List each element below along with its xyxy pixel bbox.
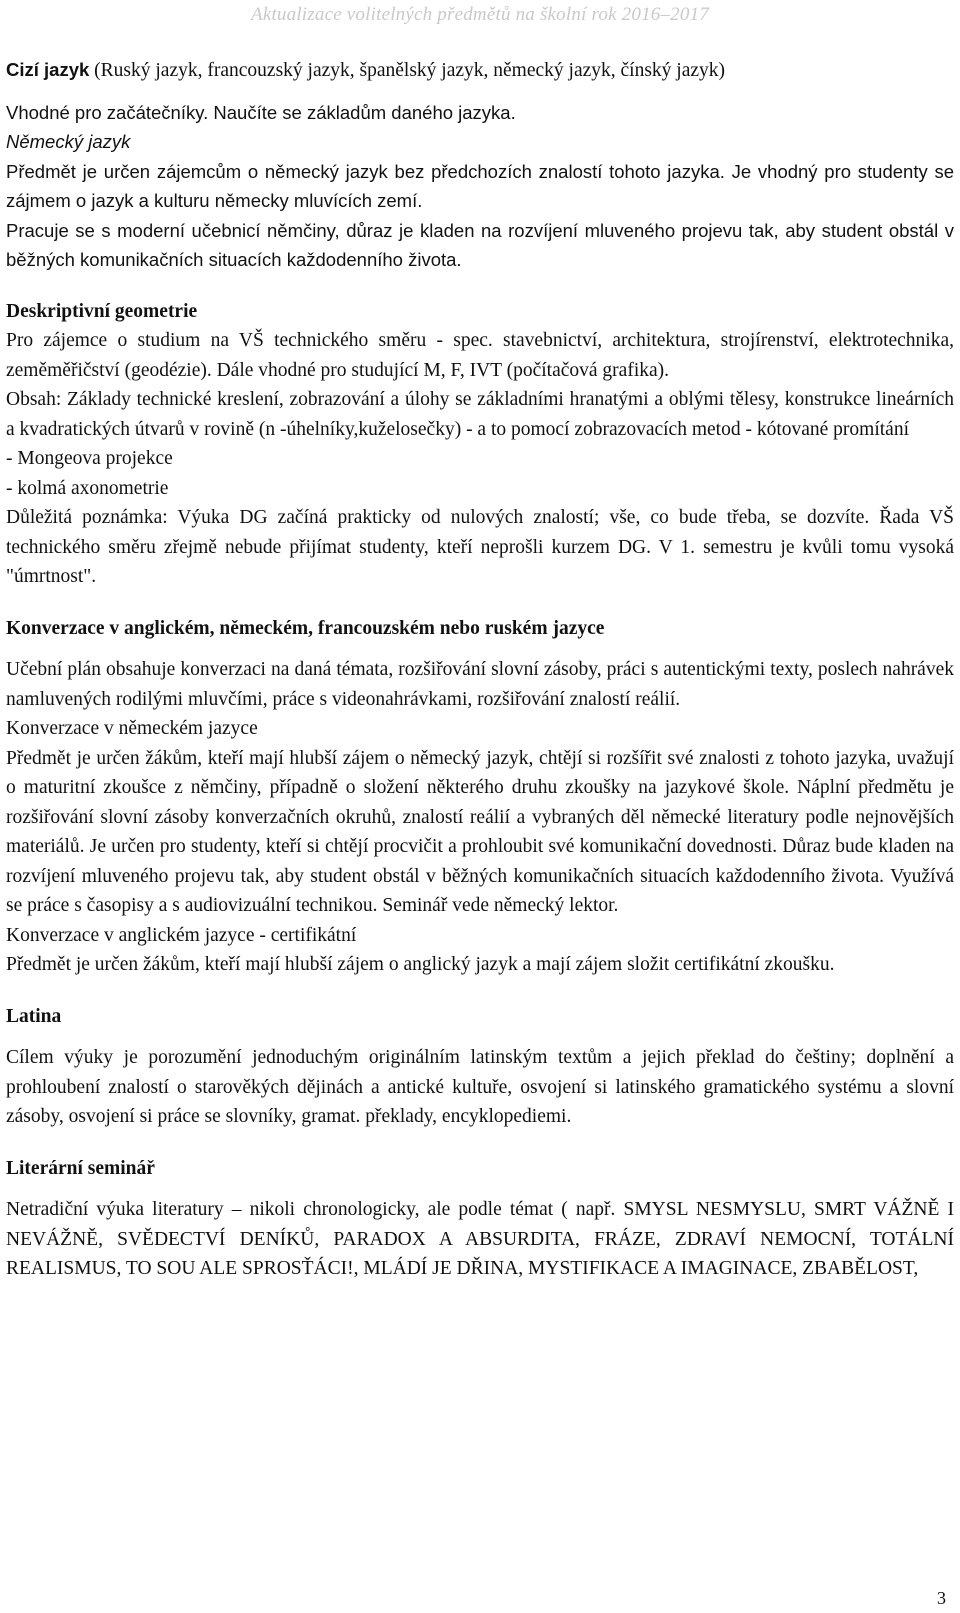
dg-p3: - Mongeova projekce <box>6 448 173 469</box>
document-body <box>6 55 954 1284</box>
dg-p5: Důležitá poznámka: Výuka DG začíná prakticky od nulových znalostí; vše, co bude třeba, se dozvíte. Řada VŠ technického směru zřejmě nebude přijímat studenty, kteří neprošli kurzem DG. V 1. semestru je kvůli tomu vysoká "úmrtnost". <box>6 507 954 587</box>
cizi-jazyk-title: Cizí jazyk <box>6 59 90 80</box>
konverzace-heading: Konverzace v anglickém, německém, francouzském nebo ruském jazyce <box>6 617 605 639</box>
running-header: Aktualizace volitelných předmětů na školní rok 2016–2017 <box>251 4 709 25</box>
dg-p2: Obsah: Základy technické kreslení, zobrazování a úlohy se základními hranatými a oblými tělesy, konstrukce lineárních a kvadratických útvarů v rovině (n -úhelníky,kuželosečky) - a to pomocí zobrazovacích metod - kótované promítání <box>6 389 954 440</box>
page-number: 3 <box>937 1588 946 1608</box>
konverzace-nj-p: Předmět je určen žákům, kteří mají hlubší zájem o německý jazyk, chtějí si rozšířit své znalosti z tohoto jazyka, uvažují o maturitní zkoušce z němčiny, případně o složení některého druhu zkoušky na jazykové škole. Náplní předmětu je rozšiřování slovní zásoby konverzačních okruhů, znalostí reálií a vybraných děl německé literatury podle nejnovějších materiálů. Je určen pro studenty, kteří si chtějí procvičit a prohloubit své komunikační dovednosti. Důraz bude kladen na rozvíjení mluveného projevu tak, aby student obstál v běžných komunikačních situacích každodenního života. Využívá se práce s časopisy a s audiovizuální technikou. Seminář vede německý lektor. <box>6 747 954 916</box>
nemecky-jazyk-p2: Pracuje se s moderní učebnicí němčiny, důraz je kladen na rozvíjení mluveného projevu tak, aby student obstál v běžných komunikačních situacích každodenního života. <box>6 219 954 270</box>
cizi-jazyk-languages: (Ruský jazyk, francouzský jazyk, španělský jazyk, německý jazyk, čínský jazyk) <box>89 60 726 81</box>
cizi-jazyk-heading <box>6 55 954 86</box>
dg-heading: Deskriptivní geometrie <box>6 300 198 322</box>
konverzace-p1: Učební plán obsahuje konverzaci na daná témata, rozšiřování slovní zásoby, práci s autentickými texty, poslech nahrávek namluvených rodilými mluvčími, práce s videonahrávkami, rozšiřování znalostí reálií. <box>6 659 954 710</box>
latina-heading: Latina <box>6 1005 62 1027</box>
literarni-p: Netradiční výuka literatury – nikoli chronologicky, ale podle témat ( např. SMYSL NESMYSLU, SMRT VÁŽNĚ I NEVÁŽNĚ, SVĚDECTVÍ DENÍKŮ, PARADOX A ABSURDITA, FRÁZE, ZDRAVÍ NEMOCNÍ, TOTÁLNÍ REALISMUS, TO SOU ALE SPROSŤÁCI!, MLÁDÍ JE DŘINA, MYSTIFIKACE A IMAGINACE, ZBABĚLOST, <box>6 1199 954 1279</box>
konverzace-aj-title: Konverzace v anglickém jazyce - certifikátní <box>6 924 357 946</box>
nemecky-jazyk-p1: Předmět je určen zájemcům o německý jazyk bez předchozích znalostí tohoto jazyka. Je vhodný pro studenty se zájmem o jazyk a kulturu německy mluvících zemí. <box>6 160 954 211</box>
konverzace-aj-p: Předmět je určen žákům, kteří mají hlubší zájem o anglický jazyk a mají zájem složit certifikátní zkoušku. <box>6 954 835 975</box>
cizi-intro: Vhodné pro začátečníky. Naučíte se základům daného jazyka. <box>6 101 516 123</box>
konverzace-nj-title: Konverzace v německém jazyce <box>6 718 258 739</box>
latina-p: Cílem výuky je porozumění jednoduchým originálním latinským textům a jejich překlad do češtiny; doplnění a prohloubení znalostí o starověkých dějinách a antické kultuře, osvojení si latinského gramatického systému a slovní zásoby, osvojení si práce se slovníky, gramat. překlady, encyklopediemi. <box>6 1047 954 1127</box>
literarni-heading: Literární seminář <box>6 1157 155 1179</box>
dg-p1: Pro zájemce o studium na VŠ technického směru - spec. stavebnictví, architektura, strojírenství, elektrotechnika, zeměměřičství (geodézie). Dále vhodné pro studující M, F, IVT (počítačová grafika). <box>6 330 954 381</box>
nemecky-jazyk-title: Německý jazyk <box>6 131 131 152</box>
dg-p4: - kolmá axonometrie <box>6 477 169 499</box>
